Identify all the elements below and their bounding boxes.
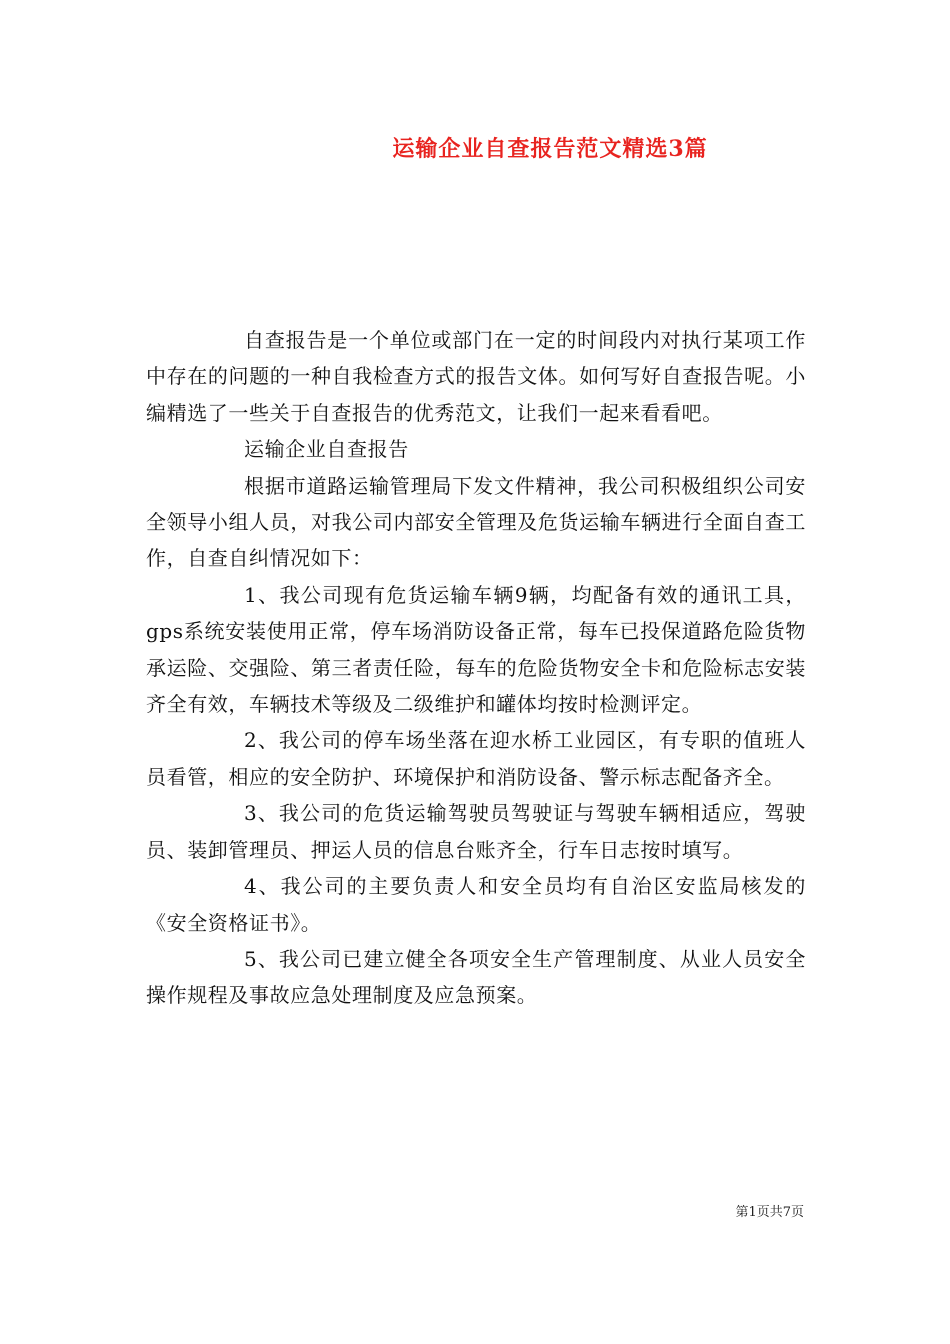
paragraph-item-5: 5、我公司已建立健全各项安全生产管理制度、从业人员安全操作规程及事故应急处理制度及应急预案。	[146, 946, 806, 1008]
paragraph-item-2: 2、我公司的停车场坐落在迎水桥工业园区，有专职的值班人员看管，相应的安全防护、环境保护和消防设备、警示标志配备齐全。	[146, 728, 806, 789]
paragraph-intro: 自查报告是一个单位或部门在一定的时间段内对执行某项工作中存在的问题的一种自我检查方式的报告文体。如何写好自查报告呢。小编精选了一些关于自查报告的优秀范文，让我们一起来看看吧。	[146, 328, 806, 425]
paragraph-overview: 根据市道路运输管理局下发文件精神，我公司积极组织公司安全领导小组人员，对我公司内部安全管理及危货运输车辆进行全面自查工作，自查自纠情况如下：	[146, 473, 806, 571]
page-number: 第1页共7页	[735, 1205, 804, 1220]
paragraph-item-4: 4、我公司的主要负责人和安全员均有自治区安监局核发的《安全资格证书》。	[146, 874, 806, 935]
document-title: 运输企业自查报告范文精选3篇	[392, 136, 708, 162]
paragraph-item-3: 3、我公司的危货运输驾驶员驾驶证与驾驶车辆相适应，驾驶员、装卸管理员、押运人员的信息台账齐全，行车日志按时填写。	[146, 801, 806, 862]
document-body	[146, 322, 806, 1014]
paragraph-item-1: 1、我公司现有危货运输车辆9辆，均配备有效的通讯工具，gps系统安装使用正常，停车场消防设备正常，每车已投保道路危险货物承运险、交强险、第三者责任险，每车的危险货物安全卡和危险标志安装齐全有效，车辆技术等级及二级维护和罐体均按时检测评定。	[146, 582, 806, 717]
section-heading: 运输企业自查报告	[244, 437, 409, 462]
